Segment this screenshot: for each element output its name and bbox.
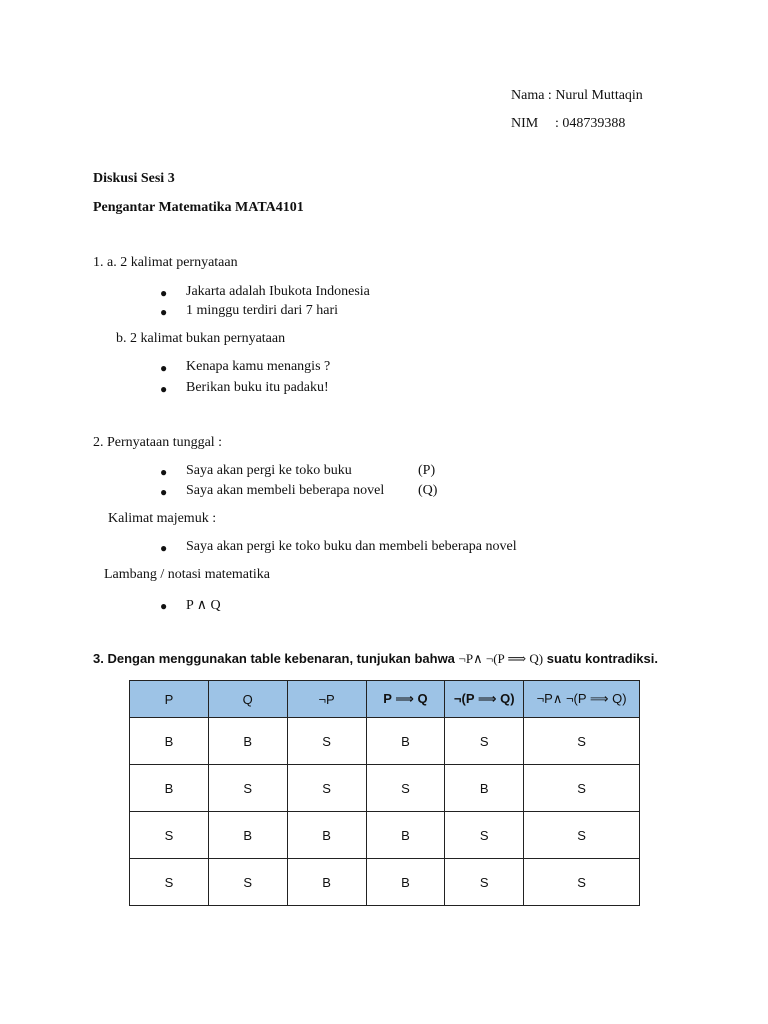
- majemuk-heading: Kalimat majemuk :: [108, 511, 217, 526]
- table-cell: B: [366, 859, 445, 906]
- q1a-heading: 1. a. 2 kalimat pernyataan: [93, 255, 238, 270]
- q2-item-1-tag: (P): [418, 463, 436, 478]
- bullet-icon: ●: [160, 465, 168, 479]
- truth-table: [129, 680, 640, 906]
- q1b-item-2: Berikan buku itu padaku!: [186, 380, 329, 395]
- table-cell: S: [208, 765, 287, 812]
- table-cell: S: [524, 859, 640, 906]
- table-cell: S: [524, 718, 640, 765]
- table-cell: S: [287, 718, 366, 765]
- table-header-cell: ¬P: [287, 681, 366, 718]
- table-cell: B: [130, 718, 209, 765]
- table-header-cell: P: [130, 681, 209, 718]
- student-nim-label: NIM: [511, 116, 539, 131]
- bullet-icon: ●: [160, 361, 168, 375]
- q2-item-2-tag: (Q): [418, 483, 438, 498]
- table-row: [130, 765, 640, 812]
- table-header-cell: Q: [208, 681, 287, 718]
- session-title: Diskusi Sesi 3: [93, 171, 175, 186]
- table-cell: B: [130, 765, 209, 812]
- table-header-cell: P ⟹ Q: [366, 681, 445, 718]
- q2-heading: 2. Pernyataan tunggal :: [93, 435, 223, 450]
- table-row: [130, 718, 640, 765]
- student-name: Nama : Nurul Muttaqin: [511, 88, 643, 103]
- student-nim-value: : 048739388: [555, 116, 626, 131]
- table-cell: S: [366, 765, 445, 812]
- q2-item-1: Saya akan pergi ke toko buku: [186, 463, 352, 478]
- q3-heading: [93, 651, 658, 667]
- bullet-icon: ●: [160, 305, 168, 319]
- table-cell: S: [287, 765, 366, 812]
- table-cell: B: [366, 812, 445, 859]
- q3-prefix: 3. Dengan menggunakan table kebenaran, tunjukan bahwa: [93, 651, 459, 666]
- table-cell: B: [208, 812, 287, 859]
- table-cell: B: [287, 859, 366, 906]
- table-row: [130, 812, 640, 859]
- bullet-icon: ●: [160, 599, 168, 613]
- q1b-heading: b. 2 kalimat bukan pernyataan: [116, 331, 286, 346]
- q3-suffix: suatu kontradiksi.: [543, 651, 658, 666]
- q1a-item-1: Jakarta adalah Ibukota Indonesia: [186, 284, 370, 299]
- table-row: [130, 859, 640, 906]
- table-cell: B: [366, 718, 445, 765]
- table-cell: S: [130, 859, 209, 906]
- table-header-cell: ¬P∧ ¬(P ⟹ Q): [524, 681, 640, 718]
- table-cell: S: [445, 812, 524, 859]
- course-title: Pengantar Matematika MATA4101: [93, 200, 304, 215]
- majemuk-item-1: Saya akan pergi ke toko buku dan membeli beberapa novel: [186, 539, 517, 554]
- q1a-item-2: 1 minggu terdiri dari 7 hari: [186, 303, 339, 318]
- table-cell: S: [445, 859, 524, 906]
- q2-item-2: Saya akan membeli beberapa novel: [186, 483, 385, 498]
- table-cell: B: [208, 718, 287, 765]
- table-cell: S: [130, 812, 209, 859]
- q1b-item-1: Kenapa kamu menangis ?: [186, 359, 331, 374]
- table-cell: S: [524, 812, 640, 859]
- table-header-cell: ¬(P ⟹ Q): [445, 681, 524, 718]
- bullet-icon: ●: [160, 485, 168, 499]
- table-cell: B: [445, 765, 524, 812]
- table-cell: S: [208, 859, 287, 906]
- lambang-heading: Lambang / notasi matematika: [104, 567, 271, 582]
- bullet-icon: ●: [160, 541, 168, 555]
- lambang-item-1: P ∧ Q: [186, 598, 221, 613]
- bullet-icon: ●: [160, 286, 168, 300]
- table-cell: S: [524, 765, 640, 812]
- table-cell: B: [287, 812, 366, 859]
- table-header-row: [130, 681, 640, 718]
- bullet-icon: ●: [160, 382, 168, 396]
- q3-expression: ¬P∧ ¬(P ⟹ Q): [458, 651, 544, 666]
- table-cell: S: [445, 718, 524, 765]
